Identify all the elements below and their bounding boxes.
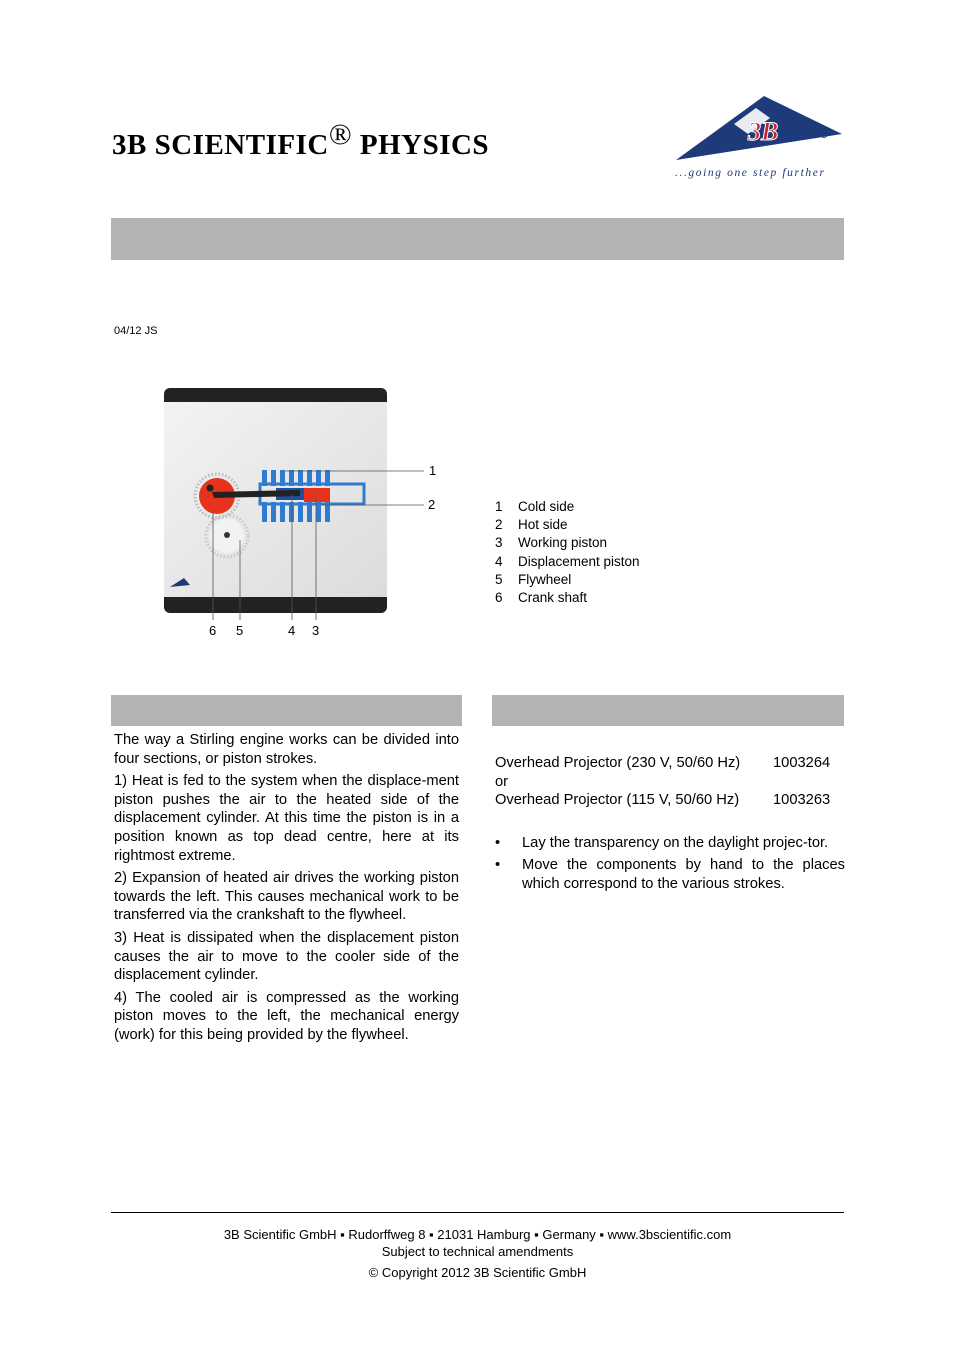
- operation-section: [495, 754, 845, 898]
- section-bar-right: [492, 695, 844, 726]
- callout-number-4: 4: [288, 623, 296, 638]
- footer-divider: [111, 1212, 844, 1213]
- flywheel-axle: [224, 532, 230, 538]
- bullet-icon: •: [495, 834, 501, 851]
- legend-item: 6 Crank shaft: [495, 590, 588, 606]
- figure-legend: [495, 498, 640, 607]
- step-item: • Move the components by hand to the places which correspond to the various strokes.: [495, 857, 845, 892]
- equipment-row: or: [495, 773, 509, 790]
- principle-section: [114, 731, 459, 1049]
- callout-number-1: 1: [429, 463, 437, 478]
- brand-main: 3B SCIENTIFIC: [112, 129, 329, 161]
- working-piston: [304, 488, 330, 502]
- equipment-row: Overhead Projector (115 V, 50/60 Hz) 1003263: [495, 792, 831, 809]
- footer-notice: Subject to technical amendments: [381, 1244, 574, 1259]
- legend-item: 2 Hot side: [495, 517, 568, 533]
- article-number: 1003263: [773, 792, 831, 809]
- paragraph: 4) The cooled air is compressed as the working piston moves to the left, the mechanical energy (work) for this being provided by the flywheel.: [114, 989, 459, 1043]
- bullet-icon: •: [495, 857, 501, 874]
- legend-item: 1 Cold side: [495, 499, 575, 514]
- doc-reference: 04/12 JS: [114, 325, 158, 337]
- footer-address: 3B Scientific GmbH ▪ Rudorffweg 8 ▪ 21031 Hamburg ▪ Germany ▪ www.3bscientific.com: [223, 1227, 732, 1242]
- paragraph: 2) Expansion of heated air drives the working piston towards the left. This causes mechanical work to be transferred via the crankshaft to the flywheel.: [114, 870, 459, 924]
- brand-title: [112, 118, 490, 162]
- legend-item: 3 Working piston: [495, 535, 608, 551]
- registered-mark: ®: [328, 118, 353, 151]
- legend-item: 4 Displacement piston: [495, 553, 640, 569]
- logo-text: 3B: [748, 117, 779, 146]
- callout-number-3: 3: [312, 623, 320, 638]
- title-bar: [111, 218, 844, 260]
- section-bar-left: [111, 695, 462, 726]
- paragraph: 1) Heat is fed to the system when the displace-ment piston pushes the air to the heated side of the displacement cylinder. At this time the piston is in a position known as top dead centre, here at its rightmost extreme.: [114, 773, 459, 864]
- legend-item: 5 Flywheel: [495, 571, 572, 587]
- equipment-row: Overhead Projector (230 V, 50/60 Hz) 1003264: [495, 755, 831, 771]
- paragraph: The way a Stirling engine works can be divided into four sections, or piston strokes.: [114, 732, 459, 767]
- step-item: • Lay the transparency on the daylight projec-tor.: [495, 834, 829, 851]
- callout-number-5: 5: [236, 623, 244, 638]
- transparency-panel: [164, 402, 387, 597]
- crank-pin: [207, 485, 214, 492]
- brand-sub: PHYSICS: [352, 129, 490, 161]
- callout-number-6: 6: [209, 623, 217, 638]
- callout-number-2: 2: [428, 497, 436, 512]
- stirling-engine-figure: [150, 380, 450, 640]
- article-number: 1003264: [773, 755, 831, 771]
- operation-steps: [495, 834, 845, 894]
- paragraph: 3) Heat is dissipated when the displacement piston causes the air to move to the cooler side of the displacement cylinder.: [114, 929, 459, 984]
- footer-copyright: © Copyright 2012 3B Scientific GmbH: [368, 1265, 587, 1280]
- tagline: ...going one step further: [675, 167, 826, 179]
